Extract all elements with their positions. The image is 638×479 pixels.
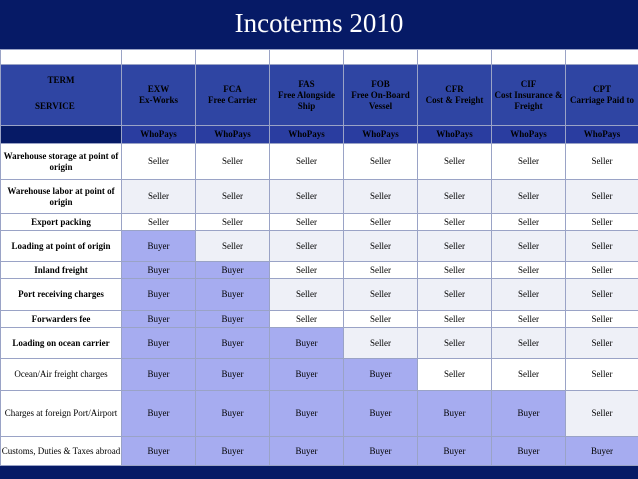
- responsibility-cell: Seller: [418, 214, 492, 231]
- term-code: CIF: [520, 78, 537, 89]
- term-code: FOB: [371, 78, 390, 89]
- responsibility-cell: Buyer: [344, 359, 418, 391]
- responsibility-cell: Seller: [418, 180, 492, 214]
- term-code: CFR: [445, 84, 464, 94]
- responsibility-cell: Seller: [418, 359, 492, 391]
- service-label-cell: Charges at foreign Port/Airport: [1, 391, 122, 437]
- who-pays-header: WhoPays: [492, 126, 566, 144]
- term-header-cfr: [418, 65, 492, 126]
- service-label: SERVICE: [35, 101, 75, 111]
- responsibility-cell: Seller: [122, 144, 196, 180]
- responsibility-cell: Seller: [270, 144, 344, 180]
- term-header-exw: [122, 65, 196, 126]
- responsibility-cell: Seller: [566, 328, 638, 359]
- term-code: FAS: [298, 78, 315, 89]
- term-name: Free On-Board Vessel: [351, 89, 410, 111]
- who-pays-header: WhoPays: [196, 126, 270, 144]
- responsibility-cell: Seller: [122, 214, 196, 231]
- service-label-cell: Warehouse labor at point of origin: [1, 180, 122, 214]
- responsibility-cell: Buyer: [196, 328, 270, 359]
- term-label: TERM: [47, 75, 75, 85]
- responsibility-cell: Seller: [492, 328, 566, 359]
- responsibility-cell: Seller: [270, 231, 344, 262]
- responsibility-cell: Seller: [196, 180, 270, 214]
- responsibility-cell: Seller: [270, 311, 344, 328]
- responsibility-cell: Buyer: [122, 279, 196, 311]
- header-row: [1, 65, 638, 126]
- responsibility-cell: Seller: [196, 214, 270, 231]
- who-pays-header: WhoPays: [418, 126, 492, 144]
- responsibility-cell: Buyer: [344, 391, 418, 437]
- responsibility-cell: Seller: [492, 144, 566, 180]
- table-row: [1, 279, 638, 311]
- term-name: Cost & Freight: [425, 95, 484, 105]
- service-label-cell: Warehouse storage at point of origin: [1, 144, 122, 180]
- table-row: [1, 311, 638, 328]
- responsibility-cell: Seller: [492, 214, 566, 231]
- responsibility-cell: Seller: [566, 214, 638, 231]
- term-name: Ex-Works: [138, 95, 178, 105]
- responsibility-cell: Buyer: [418, 437, 492, 466]
- table-row: [1, 180, 638, 214]
- responsibility-cell: Seller: [344, 214, 418, 231]
- incoterms-table: [0, 49, 638, 466]
- responsibility-cell: Seller: [492, 262, 566, 279]
- service-label-cell: Loading on ocean carrier: [1, 328, 122, 359]
- term-name: Free Carrier: [207, 95, 258, 105]
- term-header-fob: [344, 65, 418, 126]
- responsibility-cell: Buyer: [418, 391, 492, 437]
- responsibility-cell: Seller: [196, 231, 270, 262]
- responsibility-cell: Buyer: [196, 311, 270, 328]
- responsibility-cell: Buyer: [122, 328, 196, 359]
- responsibility-cell: Buyer: [344, 437, 418, 466]
- responsibility-cell: Buyer: [122, 311, 196, 328]
- term-name: Free Alongside Ship: [277, 89, 336, 111]
- responsibility-cell: Seller: [492, 279, 566, 311]
- term-service-header: [1, 65, 122, 126]
- responsibility-cell: Seller: [122, 180, 196, 214]
- responsibility-cell: Buyer: [492, 437, 566, 466]
- responsibility-cell: Seller: [344, 328, 418, 359]
- term-header-fas: [270, 65, 344, 126]
- responsibility-cell: Seller: [418, 231, 492, 262]
- responsibility-cell: Seller: [492, 359, 566, 391]
- responsibility-cell: Seller: [344, 279, 418, 311]
- table-row: [1, 437, 638, 466]
- responsibility-cell: Seller: [344, 311, 418, 328]
- term-header-fca: [196, 65, 270, 126]
- who-pays-corner: [1, 126, 122, 144]
- responsibility-cell: Seller: [418, 311, 492, 328]
- term-code: FCA: [223, 84, 242, 94]
- responsibility-cell: Seller: [418, 328, 492, 359]
- responsibility-cell: Buyer: [270, 391, 344, 437]
- who-pays-header: WhoPays: [122, 126, 196, 144]
- responsibility-cell: Seller: [344, 231, 418, 262]
- service-label-cell: Ocean/Air freight charges: [1, 359, 122, 391]
- table-row: [1, 328, 638, 359]
- responsibility-cell: Seller: [566, 231, 638, 262]
- responsibility-cell: Buyer: [270, 437, 344, 466]
- responsibility-cell: Seller: [492, 231, 566, 262]
- responsibility-cell: Seller: [566, 279, 638, 311]
- responsibility-cell: Buyer: [196, 437, 270, 466]
- responsibility-cell: Buyer: [122, 262, 196, 279]
- term-code: EXW: [147, 84, 170, 94]
- table-row: [1, 214, 638, 231]
- responsibility-cell: Seller: [566, 180, 638, 214]
- table-row: [1, 231, 638, 262]
- responsibility-cell: Buyer: [196, 391, 270, 437]
- who-pays-header: WhoPays: [566, 126, 638, 144]
- responsibility-cell: Buyer: [196, 262, 270, 279]
- term-name: Cost Insurance & Freight: [494, 89, 563, 111]
- responsibility-cell: Buyer: [122, 231, 196, 262]
- service-label-cell: Forwarders fee: [1, 311, 122, 328]
- service-label-cell: Customs, Duties & Taxes abroad: [1, 437, 122, 466]
- responsibility-cell: Seller: [566, 311, 638, 328]
- responsibility-cell: Seller: [492, 180, 566, 214]
- responsibility-cell: Buyer: [122, 437, 196, 466]
- table-row: [1, 359, 638, 391]
- responsibility-cell: Seller: [566, 359, 638, 391]
- responsibility-cell: Seller: [566, 262, 638, 279]
- responsibility-cell: Seller: [344, 180, 418, 214]
- service-label-cell: Inland freight: [1, 262, 122, 279]
- term-name: Carriage Paid to: [570, 95, 634, 105]
- responsibility-cell: Seller: [418, 262, 492, 279]
- spacer-row: [1, 50, 638, 65]
- responsibility-cell: Seller: [566, 391, 638, 437]
- service-label-cell: Loading at point of origin: [1, 231, 122, 262]
- responsibility-cell: Seller: [270, 214, 344, 231]
- responsibility-cell: Buyer: [270, 359, 344, 391]
- responsibility-cell: Seller: [492, 311, 566, 328]
- responsibility-cell: Seller: [270, 279, 344, 311]
- responsibility-cell: Buyer: [270, 328, 344, 359]
- responsibility-cell: Seller: [344, 262, 418, 279]
- responsibility-cell: Seller: [566, 144, 638, 180]
- term-header-cif: [492, 65, 566, 126]
- term-header-cpt: [566, 65, 638, 126]
- responsibility-cell: Seller: [418, 144, 492, 180]
- service-label-cell: Export packing: [1, 214, 122, 231]
- responsibility-cell: Seller: [270, 180, 344, 214]
- who-pays-header: WhoPays: [270, 126, 344, 144]
- who-pays-row: [1, 126, 638, 144]
- service-label-cell: Port receiving charges: [1, 279, 122, 311]
- table-row: [1, 262, 638, 279]
- responsibility-cell: Buyer: [122, 359, 196, 391]
- responsibility-cell: Seller: [418, 279, 492, 311]
- responsibility-cell: Buyer: [196, 279, 270, 311]
- term-code: CPT: [593, 84, 611, 94]
- responsibility-cell: Buyer: [492, 391, 566, 437]
- responsibility-cell: Seller: [270, 262, 344, 279]
- responsibility-cell: Buyer: [122, 391, 196, 437]
- table-row: [1, 144, 638, 180]
- table-row: [1, 391, 638, 437]
- who-pays-header: WhoPays: [344, 126, 418, 144]
- responsibility-cell: Buyer: [196, 359, 270, 391]
- slide-title: Incoterms 2010: [234, 8, 404, 38]
- responsibility-cell: Seller: [344, 144, 418, 180]
- responsibility-cell: Buyer: [566, 437, 638, 466]
- responsibility-cell: Seller: [196, 144, 270, 180]
